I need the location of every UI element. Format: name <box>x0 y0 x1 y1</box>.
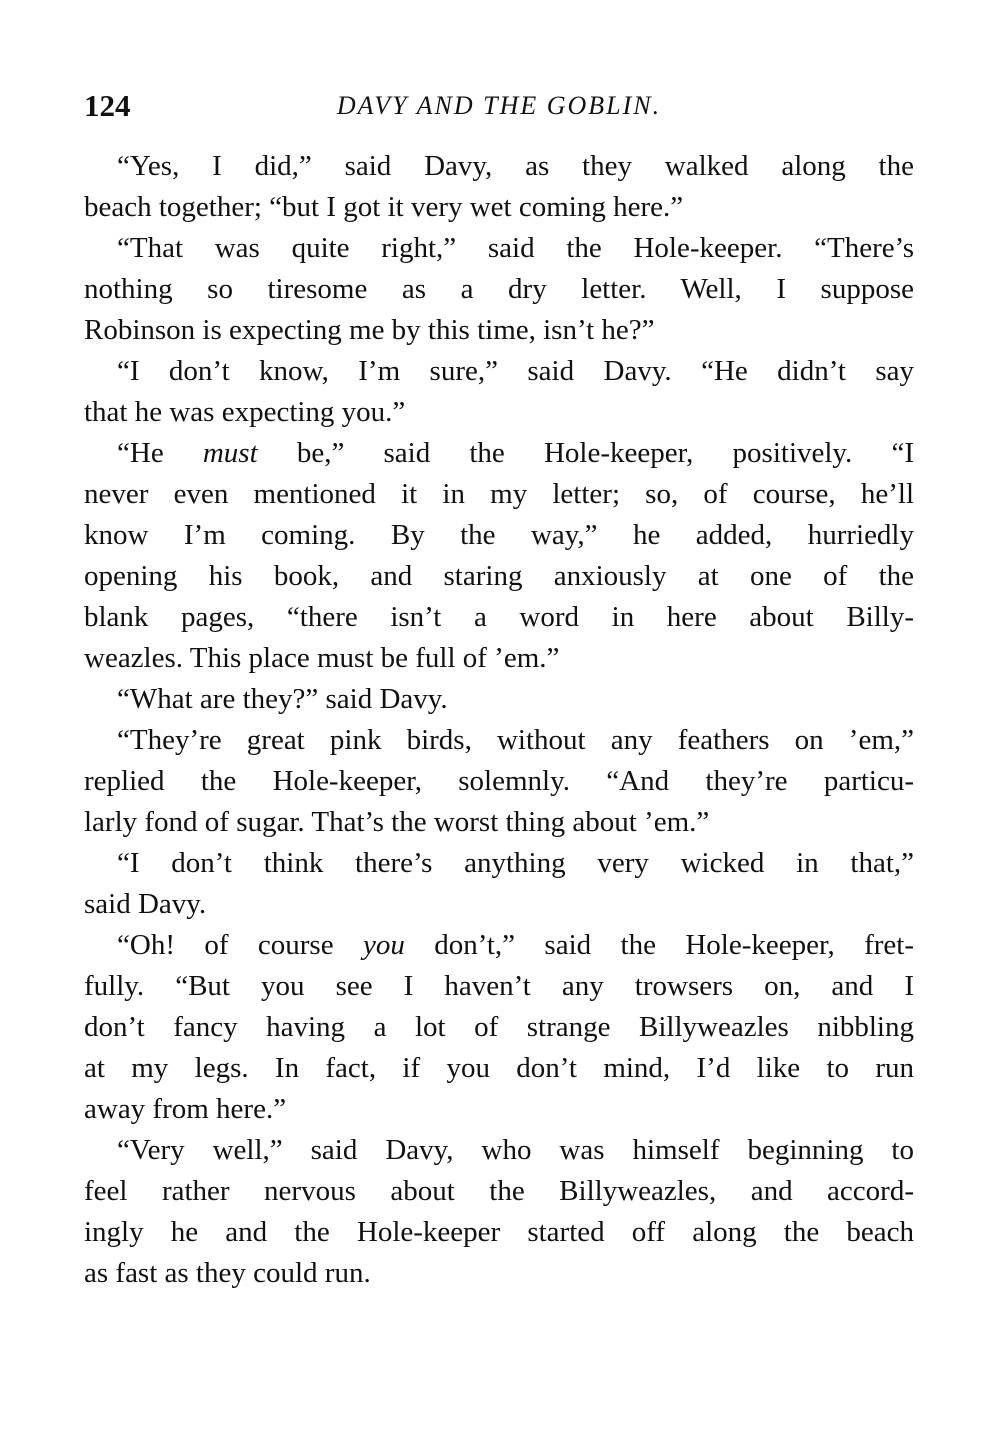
text-run: beach together; “but I got it very wet coming here.” <box>84 191 684 223</box>
text-line <box>84 1253 914 1294</box>
text-line <box>84 228 914 269</box>
running-title: DAVY AND THE GOBLIN. <box>336 91 662 120</box>
text-line <box>84 556 914 597</box>
text-run: “Very well,” said Davy, who was himself beginning to <box>117 1134 914 1166</box>
text-line <box>84 1130 914 1171</box>
text-run: nothing so tiresome as a dry letter. Well, I suppose <box>84 273 914 305</box>
text-run: said Davy. <box>84 888 207 920</box>
text-run: weazles. This place must be full of ’em.” <box>84 642 560 674</box>
paragraph <box>84 433 914 679</box>
text-run: “He <box>117 437 203 469</box>
page-header <box>84 86 914 126</box>
text-run: “What are they?” said Davy. <box>117 683 448 715</box>
text-line <box>84 1007 914 1048</box>
text-run: as fast as they could run. <box>84 1257 371 1289</box>
text-line <box>84 925 914 966</box>
page-number: 124 <box>84 88 131 123</box>
paragraph <box>84 679 914 720</box>
text-run: feel rather nervous about the Billyweazles, and accord- <box>84 1175 914 1207</box>
text-line <box>84 187 914 228</box>
text-run: away from here.” <box>84 1093 287 1125</box>
text-line <box>84 679 914 720</box>
paragraph <box>84 925 914 1130</box>
paragraph <box>84 1130 914 1294</box>
text-line <box>84 761 914 802</box>
text-run: blank pages, “there isn’t a word in here about Billy- <box>84 601 914 633</box>
emphasis: you <box>362 929 405 961</box>
text-run: Robinson is expecting me by this time, isn’t he?” <box>84 314 655 346</box>
text-run: “I don’t know, I’m sure,” said Davy. “He didn’t say <box>117 355 914 387</box>
text-run: “That was quite right,” said the Hole-keeper. “There’s <box>117 232 914 264</box>
text-line <box>84 884 914 925</box>
body-text <box>84 146 914 1294</box>
text-run: “They’re great pink birds, without any feathers on ’em,” <box>117 724 914 756</box>
text-line <box>84 966 914 1007</box>
text-line <box>84 269 914 310</box>
text-line <box>84 1048 914 1089</box>
text-run: at my legs. In fact, if you don’t mind, I’d like to run <box>84 1052 914 1084</box>
text-line <box>84 474 914 515</box>
text-run: never even mentioned it in my letter; so, of course, he’ll <box>84 478 914 510</box>
text-line <box>84 1212 914 1253</box>
text-line <box>84 1171 914 1212</box>
text-run: don’t fancy having a lot of strange Billyweazles nibbling <box>84 1011 914 1043</box>
text-run: know I’m coming. By the way,” he added, hurriedly <box>84 519 914 551</box>
text-run: don’t,” said the Hole-keeper, fret- <box>404 929 914 961</box>
text-run: “I don’t think there’s anything very wicked in that,” <box>117 847 914 879</box>
text-line <box>84 515 914 556</box>
text-line <box>84 802 914 843</box>
text-line <box>84 843 914 884</box>
text-run: that he was expecting you.” <box>84 396 406 428</box>
text-run: larly fond of sugar. That’s the worst thing about ’em.” <box>84 806 710 838</box>
text-line <box>84 351 914 392</box>
text-run: opening his book, and staring anxiously at one of the <box>84 560 914 592</box>
text-run: replied the Hole-keeper, solemnly. “And they’re particu- <box>84 765 914 797</box>
paragraph <box>84 351 914 433</box>
text-line <box>84 597 914 638</box>
text-run: “Oh! of course <box>117 929 363 961</box>
text-run: ingly he and the Hole-keeper started off along the beach <box>84 1216 914 1248</box>
text-line <box>84 310 914 351</box>
book-page <box>84 86 914 1294</box>
text-line <box>84 146 914 187</box>
text-run: “Yes, I did,” said Davy, as they walked along the <box>117 150 914 182</box>
paragraph <box>84 843 914 925</box>
text-line <box>84 392 914 433</box>
paragraph <box>84 720 914 843</box>
text-line <box>84 433 914 474</box>
text-line <box>84 720 914 761</box>
text-run: be,” said the Hole-keeper, positively. “I <box>257 437 914 469</box>
paragraph <box>84 228 914 351</box>
text-line <box>84 1089 914 1130</box>
text-line <box>84 638 914 679</box>
text-run: fully. “But you see I haven’t any trowsers on, and I <box>84 970 914 1002</box>
paragraph <box>84 146 914 228</box>
emphasis: must <box>202 437 258 469</box>
